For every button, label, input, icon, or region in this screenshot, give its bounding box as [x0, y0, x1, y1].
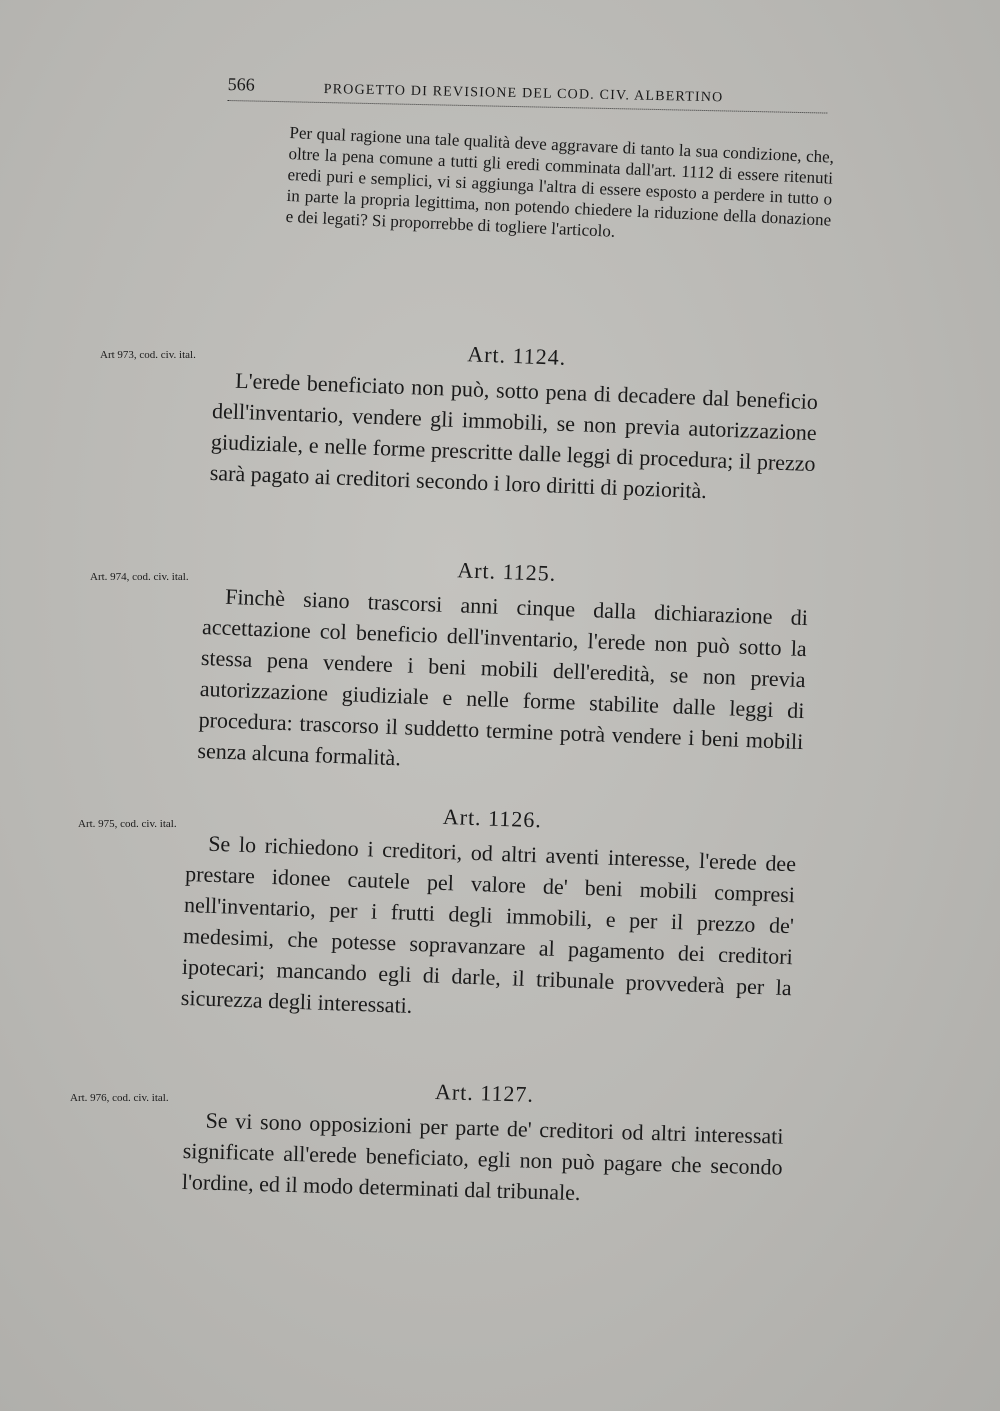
article-1127 — [182, 1072, 785, 1214]
article-title: Art. 1125. — [456, 557, 557, 586]
article-title: Art. 1127. — [434, 1078, 535, 1107]
margin-note-art-1127: Art. 976, cod. civ. ital. — [70, 1092, 169, 1104]
article-text: Se vi sono opposizioni per parte de' creditori od altri interessati significate all'erede beneficiato, egli non può pagare che secondo l'ordine, ed il modo determinati dal tribunale. — [181, 1107, 784, 1206]
article-1124 — [209, 332, 819, 510]
intro-paragraph — [285, 122, 834, 252]
page-header — [227, 74, 828, 127]
intro-text: Per qual ragione una tale qualità deve aggravare di tanto la sua condizione, che, oltre la pena comune a tutti gli eredi comminata dall'art. 1112 di essere ritenuti eredi puri e semplici, vi si aggiunga l'altra di essere esposto a perdere in tutto o in parte la propria legittima, non potendo chiedere la riduzione della donazione e dei legati? Si proporrebbe di togliere l'articolo. — [285, 122, 835, 241]
article-title: Art. 1126. — [442, 803, 543, 833]
page-number: 566 — [227, 74, 255, 95]
margin-note-art-1126: Art. 975, cod. civ. ital. — [78, 818, 177, 830]
article-title: Art. 1124. — [466, 341, 567, 370]
article-text: Finchè siano trascorsi anni cinque dalla dichiarazione di accettazione col beneficio dell'inventario, l'erede non può sotto la stessa pena vendere i beni mobili dell'eredità, se non previa autorizzazione giudiziale e nelle forme stabilite dalle leggi di procedura: trascorso il suddetto termine potrà vendere i beni mobili senza alcuna formalità. — [197, 583, 809, 771]
margin-note-art-1125: Art. 974, cod. civ. ital. — [90, 571, 189, 583]
running-title: PROGETTO DI REVISIONE DEL COD. CIV. ALBERTINO — [323, 82, 724, 106]
article-text: L'erede beneficiato non può, sotto pena di decadere dal beneficio dell'inventario, vendere gli immobili, se non previa autorizzazione giudiziale, e nelle forme prescritte dalle leggi di procedura; il prezzo sarà pagato ai creditori secondo i loro diritti di poziorità. — [209, 367, 819, 504]
article-1125 — [197, 548, 810, 788]
article-1126 — [180, 795, 797, 1034]
article-text: Se lo richiedono i creditori, od altri aventi interesse, l'erede dee prestare idonee cautele pel valore de' beni mobili compresi nell'inventario, per i frutti degli immobili, e per il prezzo de' medesimi, che potesse sopravanzare al pagamento dei creditori ipotecari; mancando egli di darle, il tribunale provvederà per la sicurezza degli interessati. — [180, 830, 797, 1018]
margin-note-art-1124: Art 973, cod. civ. ital. — [100, 349, 196, 361]
